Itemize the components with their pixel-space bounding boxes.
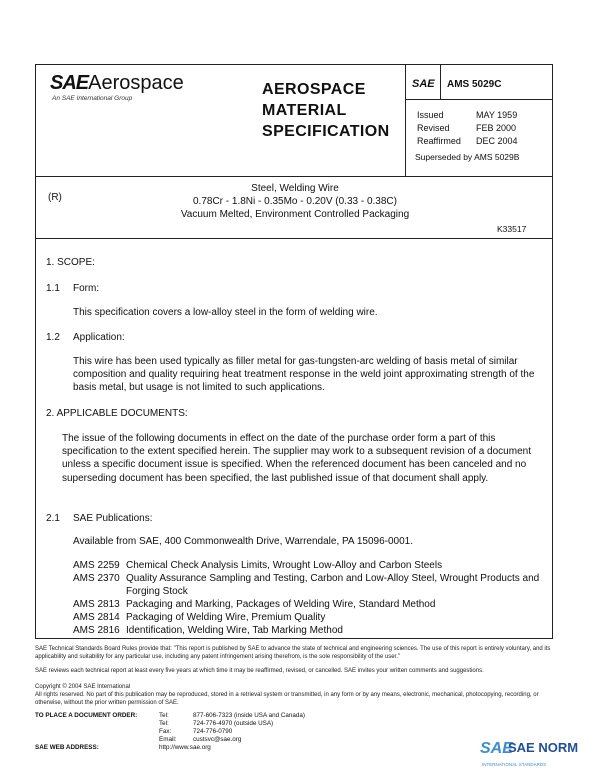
sae-mark: SAE [412,78,435,90]
revision-mark: (R) [48,192,62,203]
reaffirmed-value: DEC 2004 [476,136,518,146]
list-item: AMS 2813 Packaging and Marking, Packages of Welding Wire, Standard Method [73,599,436,610]
section-1-2-title: Application: [73,332,125,343]
watermark-subtitle: INTERNATIONAL STANDARDS [482,762,547,767]
section-1-1-number: 1.1 [46,283,60,294]
section-2-1-body: Available from SAE, 400 Commonwealth Drive, Warrendale, PA 15096-0001. [73,536,413,547]
section-2-body: The issue of the following documents in effect on the date of the purchase order form a part of this specification to the extent specified herein. The supplier may work to a subsequent revision of a document unless a specific document issue is specified. When the referenced document has been canceled and no superseding document has been specified, the last published issue of that document shall apply. [62,433,531,484]
phone-outside: 724-776-4970 (outside USA) [193,720,274,727]
section-2-heading: 2. APPLICABLE DOCUMENTS: [46,408,188,419]
logo-aerospace-text: Aerospace [88,72,184,94]
watermark-text: SAE NORM [508,740,579,755]
section-1-1-body: This specification covers a low-alloy steel in the form of welding wire. [73,307,378,318]
logo-sae-text: SAE [50,72,89,94]
header-bottom-rule [35,176,553,177]
email-link[interactable]: custsvc@sae.org [193,736,242,743]
reaffirmed-label: Reaffirmed [417,136,461,146]
superseded-note: Superseded by AMS 5029B [415,152,520,162]
ams-number: AMS 5029C [447,79,502,90]
order-label: TO PLACE A DOCUMENT ORDER: [35,712,138,719]
order-contact-table: TO PLACE A DOCUMENT ORDER: Tel: 877-606-7323 (inside USA and Canada) Tel: 724-776-4970 (outside USA) Fax: 724-776-0790 Email: custsvc@sae.org SAE WEB ADDRESS: http://www.sae.org [35,712,306,751]
title-bottom-rule [35,238,553,239]
document-frame [35,64,553,639]
web-link[interactable]: http://www.sae.org [159,744,211,751]
list-item: AMS 2816 Identification, Welding Wire, Tab Marking Method [73,625,343,636]
phone-inside: 877-606-7323 (inside USA and Canada) [193,712,306,719]
sae-aerospace-logo [50,72,184,95]
k-number: K33517 [497,224,527,234]
list-item: AMS 2259 Chemical Check Analysis Limits, Wrought Low-Alloy and Carbon Steels [73,560,443,571]
standards-list [73,559,546,637]
web-label: SAE WEB ADDRESS: [35,744,99,751]
header-divider-vertical [405,64,406,176]
spec-type-title: AEROSPACE MATERIAL SPECIFICATION [262,81,390,140]
section-1-2-body: This wire has been used typically as filler metal for gas-tungsten-arc welding of basis metal of similar composition and quality requiring heat treatment response in the weld joint approximating strength of the basis metal, but usage is not limited to such applications. [73,356,535,394]
ams-box-divider [440,64,441,99]
fax-number: 724-776-0790 [193,728,233,735]
section-2-1-number: 2.1 [46,513,60,524]
list-item: AMS 2370 Quality Assurance Sampling and Testing, Carbon and Low-Alloy Steel, Wrought Products and Forging Stock [73,573,540,597]
logo-subtitle: An SAE International Group [52,95,133,102]
list-item: AMS 2814 Packaging of Welding Wire, Premium Quality [73,612,326,623]
footer-copyright: Copyright © 2004 SAE International [35,684,131,690]
ams-box-underline [405,99,553,100]
issue-dates [415,108,520,149]
section-1-heading: 1. SCOPE: [46,257,95,268]
revised-value: FEB 2000 [476,123,517,133]
section-1-2-number: 1.2 [46,332,60,343]
revised-label: Revised [417,123,450,133]
document-title: Steel, Welding Wire 0.78Cr - 1.8Ni - 0.35Mo - 0.20V (0.33 - 0.38C) Vacuum Melted, Environment Controlled Packaging [180,183,410,220]
issued-label: Issued [417,110,444,120]
issued-value: MAY 1959 [476,110,518,120]
section-1-1-title: Form: [73,283,100,294]
footer-notice-review: SAE reviews each technical report at least every five years at which time it may be reaffirmed, revised, or cancelled. SAE invites your written comments and suggestions. [35,668,484,674]
section-2-1-title: SAE Publications: [73,513,153,524]
watermark-sae-mark: SAE [480,740,513,757]
footer-notice-rules: SAE Technical Standards Board Rules provide that: "This report is published by SAE to advance the state of technical and engineering sciences. The use of this report is entirely voluntary, and its applicability and suitability for any particular use, including any patent infringement arising therefrom, is the sole responsibility of the user." [35,646,551,660]
footer-rights: All rights reserved. No part of this publication may be reproduced, stored in a retrieval system or transmitted, in any form or by any means, electronic, mechanical, photocopying, recording, or otherwise, without the prior written permission of SAE. [35,692,539,706]
